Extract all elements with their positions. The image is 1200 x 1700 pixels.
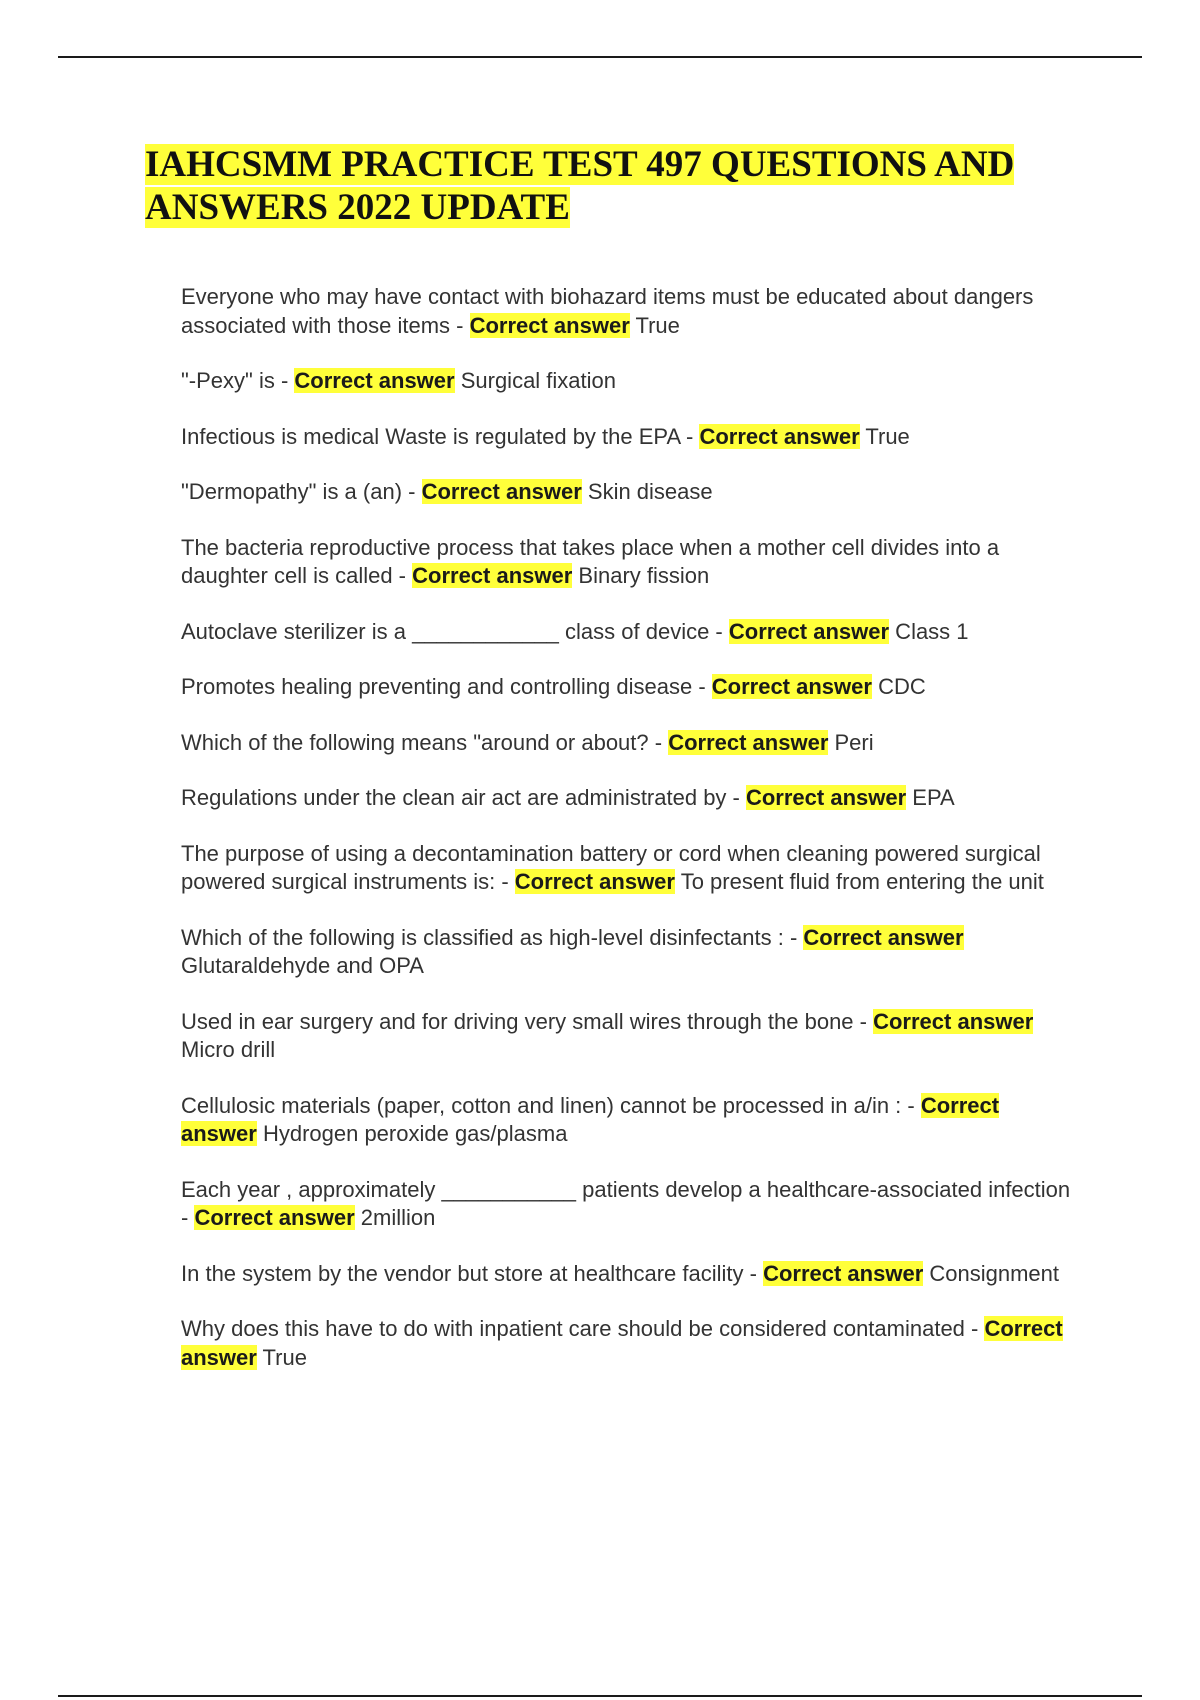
qa-item [181,367,1081,396]
correct-answer-label: Correct answer [699,423,860,449]
page-title-text: IAHCSMM PRACTICE TEST 497 QUESTIONS AND ANSWERS 2022 UPDATE [145,144,1015,228]
question-text: Everyone who may have contact with biohazard items must be educated about dangers associated with those items - [181,284,1034,338]
correct-answer-label: Correct answer [181,1092,1000,1146]
qa-item [181,840,1081,897]
question-text: Which of the following is classified as high-level disinfectants : - [181,924,804,950]
answer-text: EPA [906,785,955,810]
bottom-divider [58,1695,1142,1697]
question-text: Used in ear surgery and for driving very small wires through the bone - [181,1008,874,1034]
correct-answer-label: Correct answer [421,479,582,504]
question-text: Regulations under the clean air act are administrated by - [181,785,746,810]
qa-item [181,1176,1081,1233]
correct-answer-label: Correct answer [728,618,890,644]
qa-item [181,924,1081,981]
qa-item [181,1008,1081,1065]
qa-item [181,673,1081,702]
question-text: The purpose of using a decontamination battery or cord when cleaning powered surgical powered surgical instruments is: - [181,840,1041,894]
qa-item [181,1260,1081,1289]
qa-item [181,784,1081,813]
answer-text: Peri [828,729,874,755]
qa-item [181,1315,1081,1372]
correct-answer-label: Correct answer [745,785,907,810]
correct-answer-label: Correct answer [873,1008,1034,1034]
question-text: In the system by the vendor but store at healthcare facility - [181,1260,764,1286]
correct-answer-label: Correct answer [803,924,964,950]
correct-answer-label: Correct answer [181,1316,1063,1370]
answer-text: Consignment [923,1260,1060,1286]
correct-answer-label: Correct answer [514,869,675,894]
qa-item [181,534,1081,591]
qa-item [181,1092,1081,1149]
answer-text: Glutaraldehyde and OPA [181,953,424,978]
correct-answer-label: Correct answer [711,674,872,699]
question-text: Why does this have to do with inpatient care should be considered contaminated - [181,1316,985,1341]
answer-text: Hydrogen peroxide gas/plasma [256,1121,568,1146]
answer-text: True [256,1344,307,1370]
qa-item [181,478,1081,507]
answer-text: Binary fission [572,563,710,588]
answer-text: Surgical fixation [454,368,617,393]
question-text: Cellulosic materials (paper, cotton and linen) cannot be processed in a/in : - [181,1092,921,1118]
page-title [145,143,1045,229]
answer-text: CDC [871,674,926,699]
qa-item [181,283,1081,340]
correct-answer-label: Correct answer [469,312,630,338]
answer-text: True [859,423,910,449]
qa-item [181,729,1081,758]
answer-text: 2million [354,1205,436,1230]
top-divider [58,56,1142,58]
answer-text: To present fluid from entering the unit [674,869,1044,894]
question-text: Which of the following means "around or about? - [181,729,669,755]
answer-text: Class 1 [889,618,969,644]
question-text: Infectious is medical Waste is regulated by the EPA - [181,423,700,449]
question-text: Promotes healing preventing and controlling disease - [181,674,712,699]
question-text: Autoclave sterilizer is a ____________ class of device - [181,618,729,644]
qa-item [181,618,1081,647]
qa-list [181,283,1081,1399]
correct-answer-label: Correct answer [668,729,829,755]
question-text: "Dermopathy" is a (an) - [181,479,422,504]
correct-answer-label: Correct answer [412,563,573,588]
question-text: "-Pexy" is - [181,368,295,393]
question-text: The bacteria reproductive process that takes place when a mother cell divides into a daughter cell is called - [181,534,1000,588]
correct-answer-label: Correct answer [194,1205,355,1230]
question-text: Each year , approximately ___________ patients develop a healthcare-associated infection - [181,1176,1071,1230]
answer-text: Micro drill [181,1037,276,1062]
qa-item [181,423,1081,452]
answer-text: True [629,312,680,338]
correct-answer-label: Correct answer [294,368,455,393]
correct-answer-label: Correct answer [763,1260,924,1286]
answer-text: Skin disease [581,479,713,504]
